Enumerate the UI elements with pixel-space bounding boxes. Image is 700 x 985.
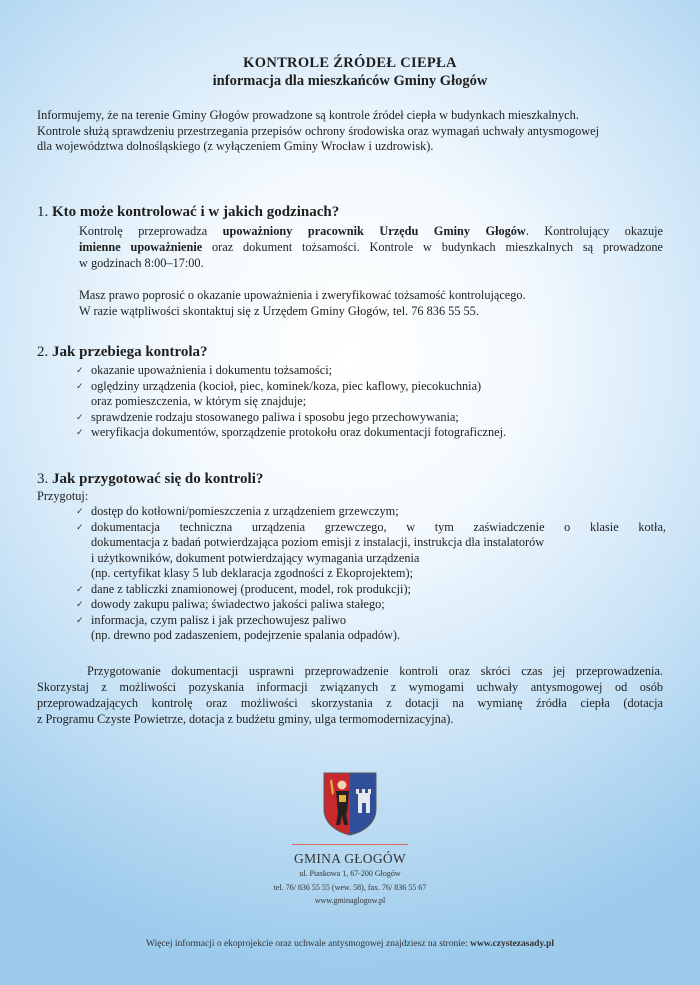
list-item <box>76 520 666 582</box>
organization-website: www.gminaglogow.pl <box>314 896 386 905</box>
text-run: Kontrolę przeprowadza <box>79 224 223 238</box>
list-item <box>76 379 666 410</box>
section-1-body <box>79 223 663 319</box>
list-item <box>76 582 666 598</box>
check-icon: ✓ <box>76 614 84 625</box>
bold-run: imienne upoważnienie <box>79 240 203 254</box>
section-3-lead: Przygotuj: <box>37 489 89 503</box>
section-number: 1. <box>37 204 49 220</box>
closing-line: Skorzystaj z możliwości pozyskania informacji związanych z wymogami uchwały antysmogowej od osób <box>37 680 663 694</box>
bold-run: upoważniony pracownik Urzędu Gminy Głogów <box>222 224 526 238</box>
check-icon: ✓ <box>76 583 84 594</box>
list-item-text: dane z tabliczki znamionowej (producent, model, rok produkcji); <box>91 581 411 596</box>
list-item-text: dowody zakupu paliwa; świadectwo jakości paliwa stałego; <box>91 597 385 611</box>
list-item-text: dostęp do kotłowni/pomieszczenia z urządzeniem grzewczym; <box>91 504 399 518</box>
footer-note <box>0 939 700 949</box>
coat-of-arms-icon <box>322 771 378 837</box>
list-item <box>76 363 666 379</box>
list-item-text: sprawdzenie rodzaju stosowanego paliwa i sposobu jego przechowywania; <box>91 409 459 424</box>
organization-name: GMINA GŁOGÓW <box>294 851 406 866</box>
check-icon: ✓ <box>76 599 84 609</box>
check-icon: ✓ <box>76 365 84 375</box>
section-number: 2. <box>37 344 49 360</box>
section-3-heading <box>37 471 263 488</box>
text-run: . Kontrolujący okazuje <box>525 224 663 238</box>
closing-line: przeprowadzających kontrolę oraz możliwości skorzystania z dotacji na wymianę źródła ciepła (dotacja <box>37 696 663 710</box>
list-item-text: oględziny urządzenia (kocioł, piec, kominek/koza, piec kaflowy, piecokuchnia) <box>91 378 482 393</box>
check-icon: ✓ <box>76 521 84 532</box>
closing-line: Przygotowanie dokumentacji usprawni przeprowadzenie kontroli oraz skróci czas jej przeprowadzenia. <box>87 664 663 678</box>
intro-paragraph <box>37 108 663 155</box>
check-icon: ✓ <box>76 380 84 391</box>
closing-paragraph <box>37 663 663 727</box>
list-item-text: okazanie upoważnienia i dokumentu tożsamości; <box>91 363 333 377</box>
closing-line: z Programu Czyste Powietrze, dotacja z budżetu gminy, ulga termomodernizacyjna). <box>37 712 454 726</box>
section-2-heading <box>37 344 208 361</box>
footer-link[interactable]: www.czystezasady.pl <box>470 939 554 949</box>
page-subtitle: informacja dla mieszkańców Gminy Głogów <box>212 73 488 89</box>
section-1-line <box>79 239 663 255</box>
section-heading-text: Kto może kontrolować i w jakich godzinach? <box>52 204 340 220</box>
section-heading-text: Jak przebiega kontrola? <box>52 344 208 360</box>
section-1-line: w godzinach 8:00–17:00. <box>79 256 204 270</box>
list-item <box>76 613 666 644</box>
section-1-line: W razie wątpliwości skontaktuj się z Urzędem Gminy Głogów, tel. 76 836 55 55. <box>79 304 479 318</box>
list-item <box>76 410 666 426</box>
section-2-list <box>76 363 666 441</box>
list-item <box>76 425 666 441</box>
section-1-line <box>79 223 663 239</box>
footer-text: Więcej informacji o ekoprojekcie oraz uchwale antysmogowej znajdziesz na stronie: <box>146 939 471 949</box>
list-item-text: informacja, czym palisz i jak przechowujesz paliwo <box>91 612 347 627</box>
list-item <box>76 504 666 520</box>
section-number: 3. <box>37 471 49 487</box>
check-icon: ✓ <box>76 427 84 437</box>
divider-line <box>292 844 408 845</box>
list-item-text: i użytkowników, dokument potwierdzający wymagania urządzenia <box>91 550 420 565</box>
check-icon: ✓ <box>76 411 84 422</box>
page-title: KONTROLE ŹRÓDEŁ CIEPŁA <box>243 55 457 71</box>
text-run: oraz dokument tożsamości. Kontrole w budynkach mieszkalnych są prowadzone <box>202 240 663 254</box>
list-item-text: (np. certyfikat klasy 5 lub deklaracja zgodności z Ekoprojektem); <box>91 566 413 580</box>
intro-line: Kontrole służą sprawdzeniu przestrzegania przepisów ochrony środowiska oraz wymagań uchwały antysmogowej <box>37 123 600 138</box>
organization-phone: tel. 76/ 836 55 55 (wew. 58), fax. 76/ 836 55 67 <box>273 883 427 892</box>
list-item-text: dokumentacja z badań potwierdzająca poziom emisji z instalacji, instrukcja dla instalatorów <box>91 535 545 549</box>
list-item <box>76 597 666 613</box>
list-item-text: oraz pomieszczenia, w którym się znajduje; <box>91 394 307 408</box>
check-icon: ✓ <box>76 506 84 516</box>
section-1-line: Masz prawo poprosić o okazanie upoważnienia i zweryfikować tożsamość kontrolującego. <box>79 288 526 302</box>
section-1-heading <box>37 204 339 221</box>
organization-address: ul. Piaskowa 1, 67-200 Głogów <box>299 869 401 878</box>
section-heading-text: Jak przygotować się do kontroli? <box>52 471 264 487</box>
list-item-text: (np. drewno pod zadaszeniem, podejrzenie spalania odpadów). <box>91 628 401 642</box>
intro-line: Informujemy, że na terenie Gminy Głogów prowadzone są kontrole źródeł ciepła w budynkach mieszkalnych. <box>37 108 579 122</box>
intro-line: dla województwa dolnośląskiego (z wyłączeniem Gminy Wrocław i uzdrowisk). <box>37 139 434 153</box>
section-3-list <box>76 504 666 644</box>
list-item-text: weryfikacja dokumentów, sporządzenie protokołu oraz dokumentacji fotograficznej. <box>91 425 507 439</box>
list-item-text: dokumentacja techniczna urządzenia grzewczego, w tym zaświadczenie o klasie kotła, <box>91 519 666 534</box>
